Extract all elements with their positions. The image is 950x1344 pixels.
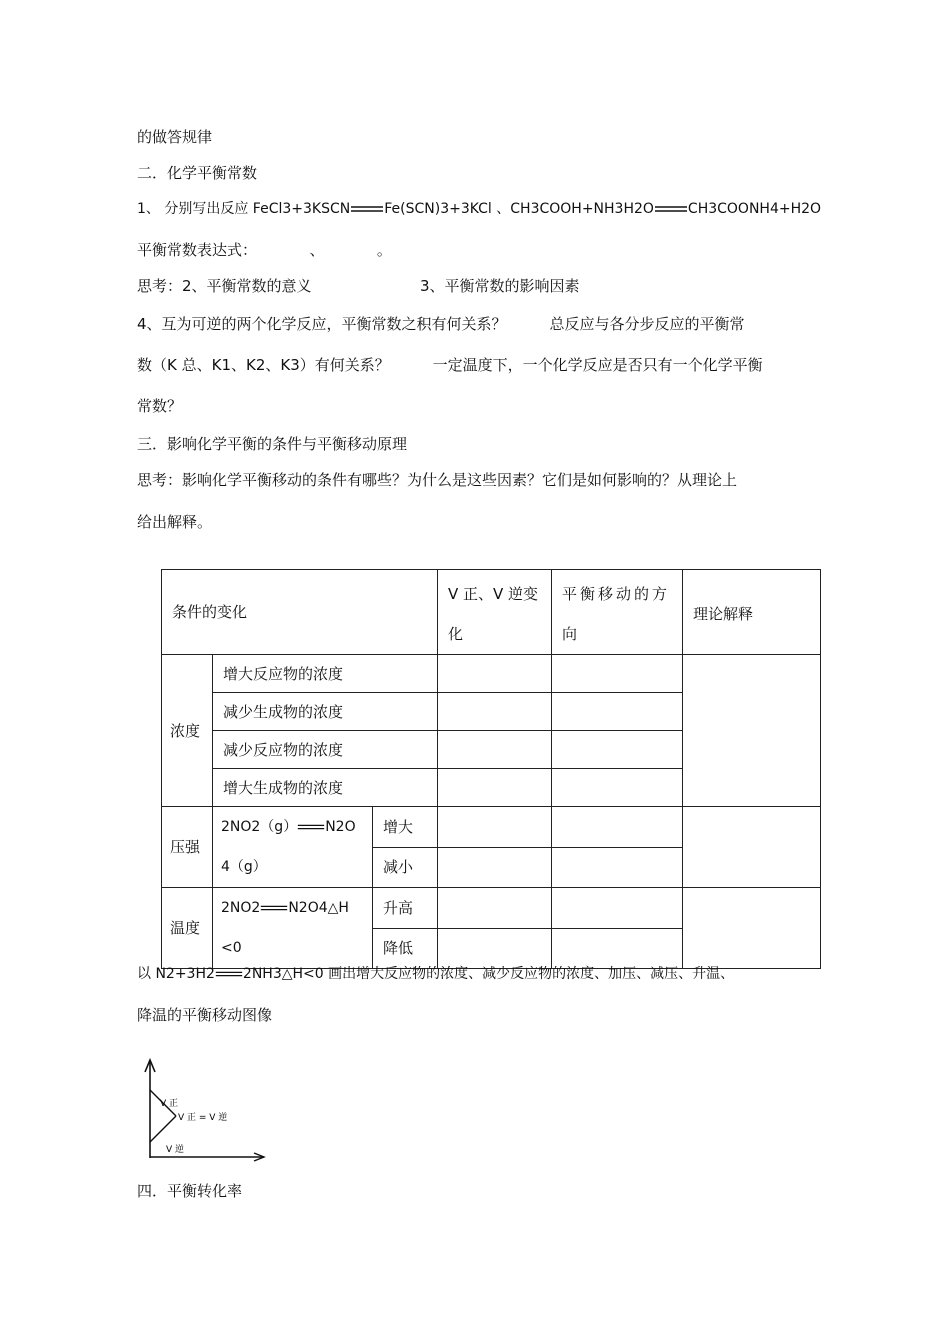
reaction-text: CH3COONH4+H2O	[687, 201, 822, 217]
table-cell	[438, 807, 552, 848]
text-line: 降温的平衡移动图像	[137, 1006, 273, 1024]
pressure-reaction	[213, 807, 373, 888]
table-cell	[438, 655, 552, 693]
reaction-text: Fe(SCN)3+3KCl 、CH3COOH+NH3H2O	[384, 201, 654, 217]
row-label-temperature: 温度	[162, 888, 213, 969]
section-heading-equilibrium-conditions: 三．影响化学平衡的条件与平衡移动原理	[137, 435, 408, 453]
text-line: 给出解释。	[137, 513, 213, 531]
text-line: 的做答规律	[137, 128, 213, 146]
reverse-rate-line	[150, 1116, 176, 1142]
table-cell	[552, 928, 683, 969]
reaction-text: 4（g）	[221, 859, 267, 875]
reaction-text: 2NO2	[221, 900, 261, 916]
table-cell	[438, 731, 552, 769]
row-label-concentration: 浓度	[162, 655, 213, 807]
table-cell	[438, 928, 552, 969]
table-cell	[552, 807, 683, 848]
text-line: 常数？	[137, 397, 183, 415]
header-shift-direction: 平衡移动的方向	[552, 570, 683, 655]
table-cell	[438, 769, 552, 807]
table-cell	[552, 731, 683, 769]
label-v-reverse: V 逆	[166, 1145, 185, 1155]
table-cell: 增大生成物的浓度	[213, 769, 438, 807]
table-cell: 降低	[373, 928, 438, 969]
section-heading-equilibrium-constant: 二．化学平衡常数	[137, 164, 258, 182]
text-line-instruction	[137, 964, 734, 984]
text-line: 数（K 总、K1、K2、K3）有何关系？ 一定温度下，一个化学反应是否只有一个化学平衡	[137, 356, 763, 374]
table-cell	[552, 847, 683, 888]
table-cell: 减小	[373, 847, 438, 888]
table-cell	[552, 693, 683, 731]
table-cell: 减少生成物的浓度	[213, 693, 438, 731]
table-cell	[438, 847, 552, 888]
reaction-text: <0	[221, 940, 242, 956]
reversible-arrow-icon	[350, 204, 384, 214]
table-cell	[552, 888, 683, 929]
conditions-table	[161, 569, 821, 969]
section-heading-conversion: 四．平衡转化率	[137, 1182, 243, 1200]
header-rate-change: V 正、V 逆变化	[438, 570, 552, 655]
temperature-reaction	[213, 888, 373, 969]
reaction-text: N2O	[325, 819, 356, 835]
table-cell	[683, 888, 821, 969]
table-cell: 增大反应物的浓度	[213, 655, 438, 693]
text-line: 思考：2、平衡常数的意义	[137, 277, 312, 295]
table-cell	[438, 888, 552, 929]
reaction-text: 以 N2+3H2	[137, 966, 215, 982]
text-line: 3、平衡常数的影响因素	[420, 277, 580, 295]
header-theory: 理论解释	[683, 570, 821, 655]
table-cell: 增大	[373, 807, 438, 848]
row-label-pressure: 压强	[162, 807, 213, 888]
rate-time-graph	[142, 1056, 272, 1166]
table-cell: 升高	[373, 888, 438, 929]
reversible-arrow-icon	[654, 204, 688, 214]
table-cell	[552, 655, 683, 693]
reaction-text: 1、 分别写出反应 FeCl3+3KSCN	[137, 201, 351, 217]
table-cell: 减少反应物的浓度	[213, 731, 438, 769]
table-cell	[438, 693, 552, 731]
reaction-text: 2NH3△H<0 画出增大反应物的浓度、减少反应物的浓度、加压、减压、升温、	[242, 966, 735, 982]
text-line: 4、互为可逆的两个化学反应，平衡常数之积有何关系？ 总反应与各分步反应的平衡常	[137, 315, 745, 333]
header-condition: 条件的变化	[162, 570, 438, 655]
table-cell	[683, 655, 821, 807]
text-line: 思考：影响化学平衡移动的条件有哪些？为什么是这些因素？它们是如何影响的？从理论上	[137, 471, 738, 489]
label-v-equal: V 正 = V 逆	[178, 1113, 228, 1123]
table-cell	[552, 769, 683, 807]
text-line-reactions	[137, 199, 821, 219]
reaction-text: 2NO2（g）	[221, 819, 298, 835]
reversible-arrow-icon	[297, 822, 325, 832]
reaction-text: N2O4△H	[288, 900, 349, 916]
reversible-arrow-icon	[260, 903, 288, 913]
reversible-arrow-icon	[215, 969, 243, 979]
text-line: 平衡常数表达式： 、 。	[137, 241, 392, 259]
table-cell	[683, 807, 821, 888]
label-v-forward: V 正	[160, 1099, 179, 1109]
